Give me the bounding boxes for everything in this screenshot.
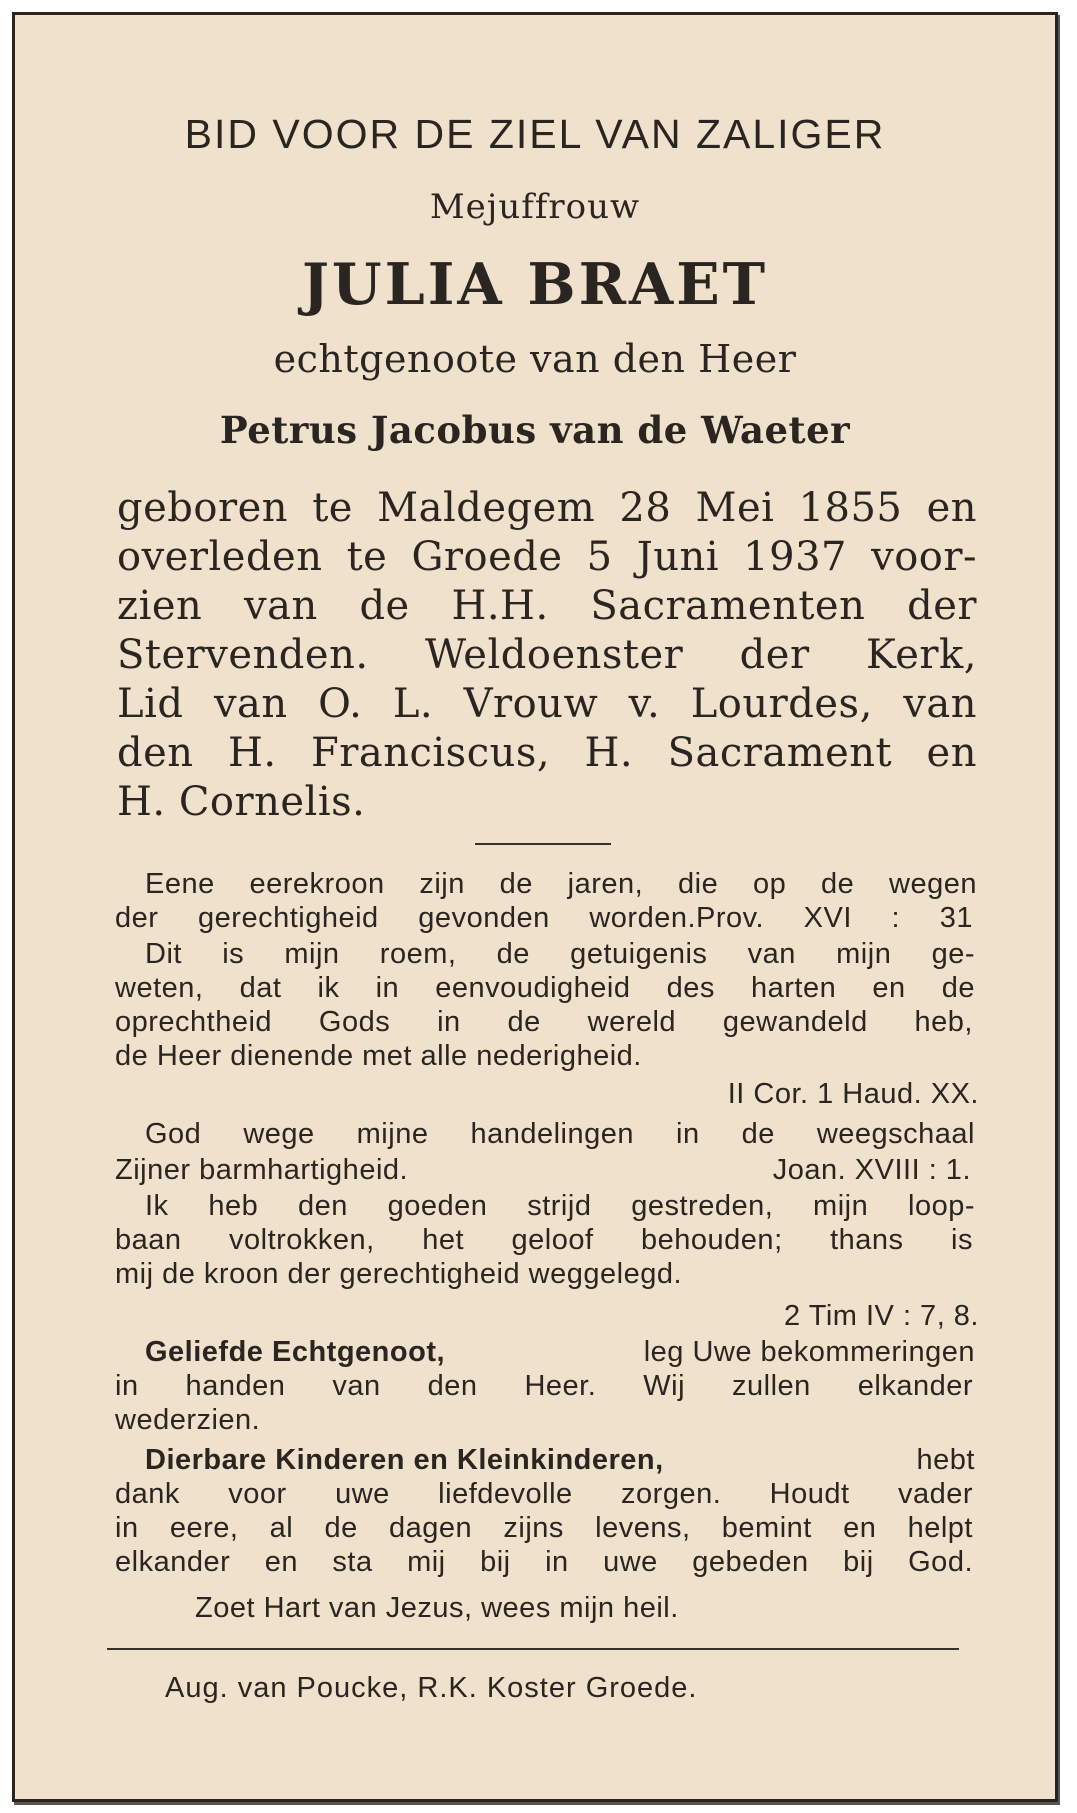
verse-6-line-4: elkander en sta mij bij in uwe gebeden bij God.	[115, 1546, 973, 1578]
verse-3-line-2: Zijner barmhartigheid.	[115, 1154, 409, 1186]
verse-3-reference: Joan. XVIII : 1.	[772, 1154, 971, 1186]
printer-credit: Aug. van Poucke, R.K. Koster Groede.	[165, 1672, 698, 1704]
deceased-name: JULIA BRAET	[301, 251, 769, 318]
verse-1-line-1: Eene eerekroon zijn de jaren, die op de wegen	[145, 868, 977, 900]
verse-2-line-1: Dit is mijn roem, de getuigenis van mijn ge-	[145, 938, 975, 970]
verse-6-line-1-rest: hebt	[916, 1444, 975, 1476]
bio-line-2: overleden te Groede 5 Juni 1937 voor-	[117, 534, 977, 580]
verse-4-line-3: mij de kroon der gerechtigheid weggelegd.	[115, 1258, 683, 1290]
verse-6-line-2: dank voor uwe liefdevolle zorgen. Houdt vader	[115, 1478, 973, 1510]
verse-5-line-2: in handen van den Heer. Wij zullen elkander	[115, 1370, 973, 1402]
closing-invocation: Zoet Hart van Jezus, wees mijn heil.	[195, 1592, 679, 1624]
memorial-card	[12, 12, 1058, 1802]
verse-6-line-1	[145, 1443, 975, 1477]
relation-line: echtgenoote van den Heer	[273, 337, 797, 381]
verse-5-line-3: wederzien.	[115, 1404, 261, 1436]
verse-5-line-1	[145, 1335, 975, 1369]
verse-2-line-3: oprechtheid Gods in de wereld gewandeld heb,	[115, 1006, 973, 1038]
section-divider	[475, 843, 611, 845]
bio-line-4: Stervenden. Weldoenster der Kerk,	[117, 632, 977, 678]
honorific: Mejuffrouw	[429, 187, 641, 227]
verse-3-line-1: God wege mijne handelingen in de weegschaal	[145, 1118, 975, 1150]
verse-4-reference: 2 Tim IV : 7, 8.	[784, 1300, 979, 1332]
bio-line-1: geboren te Maldegem 28 Mei 1855 en	[117, 485, 977, 531]
verse-1-line-2: der gerechtigheid gevonden worden.Prov. XVI : 31	[115, 902, 973, 934]
verse-4-line-2: baan voltrokken, het geloof behouden; thans is	[115, 1224, 973, 1256]
spouse-address: Geliefde Echtgenoot,	[145, 1336, 446, 1368]
verse-2-line-4: de Heer dienende met alle nederigheid.	[115, 1040, 642, 1072]
children-address: Dierbare Kinderen en Kleinkinderen,	[145, 1444, 664, 1476]
verse-2-line-2: weten, dat ik in eenvoudigheid des harten en de	[115, 972, 975, 1004]
verse-6-line-3: in eere, al de dagen zijns levens, bemint en helpt	[115, 1512, 973, 1544]
bio-line-5: Lid van O. L. Vrouw v. Lourdes, van	[117, 681, 977, 727]
footer-divider	[107, 1648, 959, 1650]
bio-line-6: den H. Franciscus, H. Sacrament en	[117, 730, 977, 776]
bio-line-7: H. Cornelis.	[117, 779, 366, 825]
spouse-name: Petrus Jacobus van de Waeter	[219, 408, 851, 452]
verse-4-line-1: Ik heb den goeden strijd gestreden, mijn loop-	[145, 1190, 975, 1222]
intro-line: BID VOOR DE ZIEL VAN ZALIGER	[184, 111, 886, 157]
verse-5-line-1-rest: leg Uwe bekommeringen	[643, 1336, 975, 1368]
bio-line-3: zien van de H.H. Sacramenten der	[117, 583, 977, 629]
verse-2-reference: II Cor. 1 Haud. XX.	[727, 1078, 979, 1110]
